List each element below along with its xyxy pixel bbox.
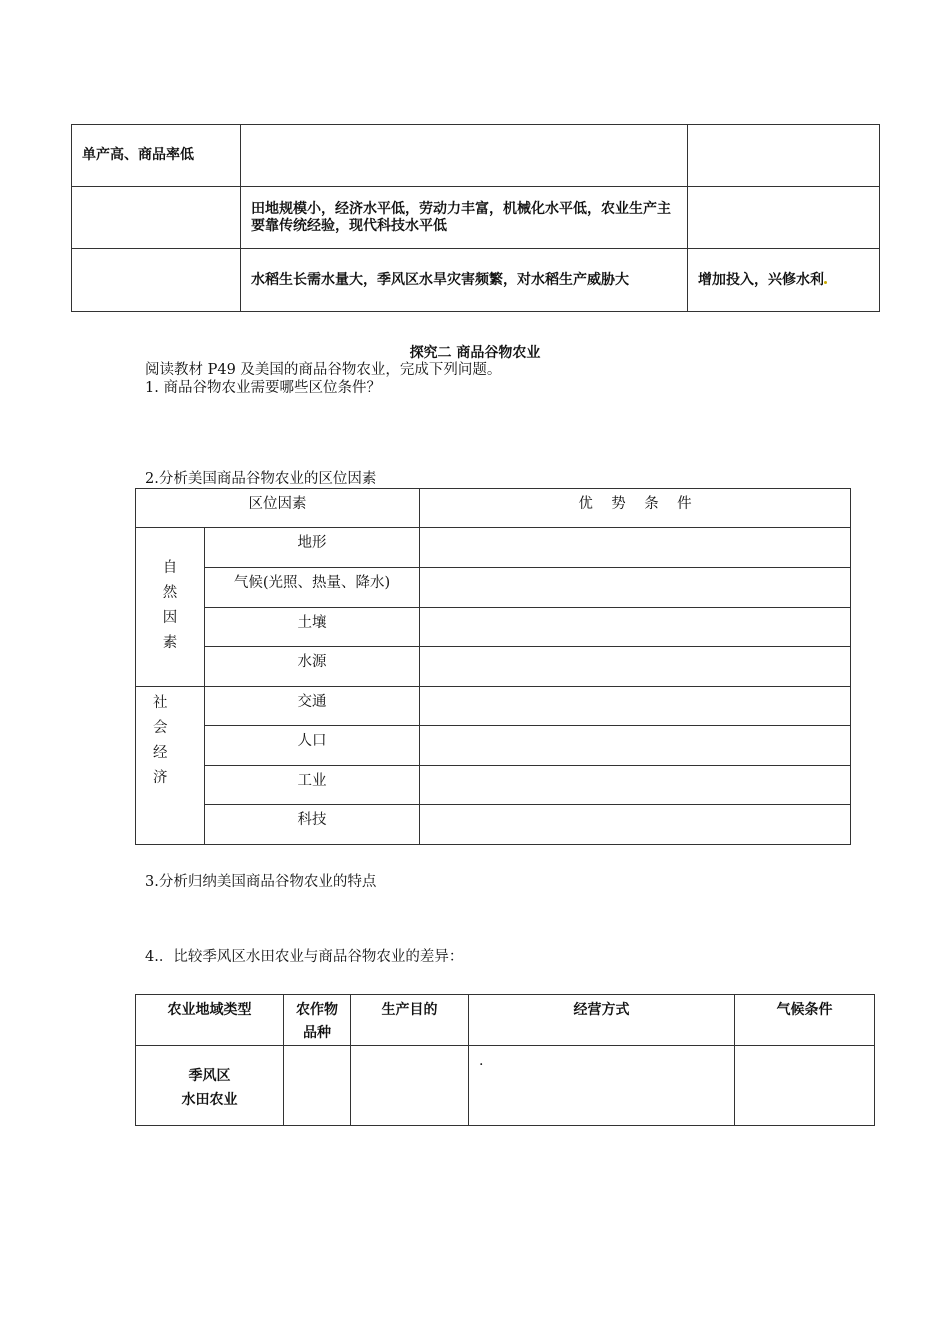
table-row xyxy=(72,187,880,249)
stray-dot: . xyxy=(479,1053,484,1069)
table-row xyxy=(136,647,851,687)
group-char: 经 xyxy=(153,745,168,761)
header-region-type: 农业地域类型 xyxy=(136,995,284,1046)
question-3: 3.分析归纳美国商品谷物农业的特点 xyxy=(145,874,377,890)
group-char: 自 xyxy=(162,560,178,576)
group-char: 因 xyxy=(162,610,178,626)
table-row xyxy=(136,805,851,845)
section-title: 探究二 商品谷物农业 xyxy=(409,345,541,361)
factor-water: 水源 xyxy=(205,647,420,687)
row-label-line: 水田农业 xyxy=(181,1091,238,1108)
question-4: 4.．比较季风区水田农业与商品谷物农业的差异： xyxy=(145,949,464,965)
table-row xyxy=(72,249,880,312)
measure-text: 增加投入，兴修水利 xyxy=(698,271,824,288)
header-line: 品种 xyxy=(303,1025,331,1041)
answer-cell xyxy=(469,1046,735,1126)
natural-factors-group xyxy=(136,528,205,687)
table-row xyxy=(72,125,880,187)
answer-cell xyxy=(420,805,851,845)
decorative-dot xyxy=(824,281,827,284)
table-cell xyxy=(688,125,880,187)
intro-text: 阅读教材 P49 及美国的商品谷物农业，完成下列问题。 xyxy=(145,362,502,378)
row-label-line: 季风区 xyxy=(188,1067,231,1084)
group-char: 然 xyxy=(162,585,178,601)
table-row xyxy=(136,726,851,766)
table-row xyxy=(136,766,851,805)
table-cell xyxy=(688,249,880,312)
group-char: 素 xyxy=(162,635,178,651)
question-2: 2.分析美国商品谷物农业的区位因素 xyxy=(145,471,377,487)
table-cell: 水稻生长需水量大，季风区水旱灾害频繁，对水稻生产威胁大 xyxy=(241,249,688,312)
factor-climate: 气候(光照、热量、降水) xyxy=(205,568,420,608)
header-purpose: 生产目的 xyxy=(351,995,469,1046)
answer-cell xyxy=(284,1046,351,1126)
table-header-row xyxy=(136,995,875,1046)
header-management: 经营方式 xyxy=(469,995,735,1046)
comparison-table-top xyxy=(71,124,880,312)
table-row xyxy=(136,687,851,726)
table-cell xyxy=(688,187,880,249)
table-row xyxy=(136,1046,875,1126)
group-char: 济 xyxy=(153,770,168,786)
answer-cell xyxy=(420,528,851,568)
table-row xyxy=(136,568,851,608)
answer-cell xyxy=(420,726,851,766)
header-line: 农作物 xyxy=(296,1002,338,1018)
factor-transport: 交通 xyxy=(205,687,420,726)
table-row xyxy=(136,608,851,647)
table-cell: 田地规模小，经济水平低，劳动力丰富，机械化水平低，农业生产主要靠传统经验，现代科技水平低 xyxy=(241,187,688,249)
header-condition: 优 势 条 件 xyxy=(420,489,851,528)
answer-cell xyxy=(735,1046,875,1126)
answer-cell xyxy=(420,608,851,647)
table-row xyxy=(136,528,851,568)
factor-population: 人口 xyxy=(205,726,420,766)
factor-technology: 科技 xyxy=(205,805,420,845)
answer-cell xyxy=(420,568,851,608)
group-char: 社 xyxy=(153,695,168,711)
factor-soil: 土壤 xyxy=(205,608,420,647)
location-factors-table xyxy=(135,488,851,845)
row-label-paddy xyxy=(136,1046,284,1126)
group-char: 会 xyxy=(153,720,168,736)
answer-cell xyxy=(420,647,851,687)
table-cell xyxy=(241,125,688,187)
header-factor: 区位因素 xyxy=(136,489,420,528)
factor-terrain: 地形 xyxy=(205,528,420,568)
table-header-row xyxy=(136,489,851,528)
header-crop xyxy=(284,995,351,1046)
factor-industry: 工业 xyxy=(205,766,420,805)
agriculture-comparison-table xyxy=(135,994,875,1126)
social-factors-group xyxy=(136,687,205,845)
question-1: 1. 商品谷物农业需要哪些区位条件？ xyxy=(145,380,381,396)
answer-cell xyxy=(351,1046,469,1126)
answer-cell xyxy=(420,687,851,726)
answer-cell xyxy=(420,766,851,805)
header-climate: 气候条件 xyxy=(735,995,875,1046)
table-cell: 单产高、商品率低 xyxy=(72,125,241,187)
table-cell xyxy=(72,249,241,312)
table-cell xyxy=(72,187,241,249)
